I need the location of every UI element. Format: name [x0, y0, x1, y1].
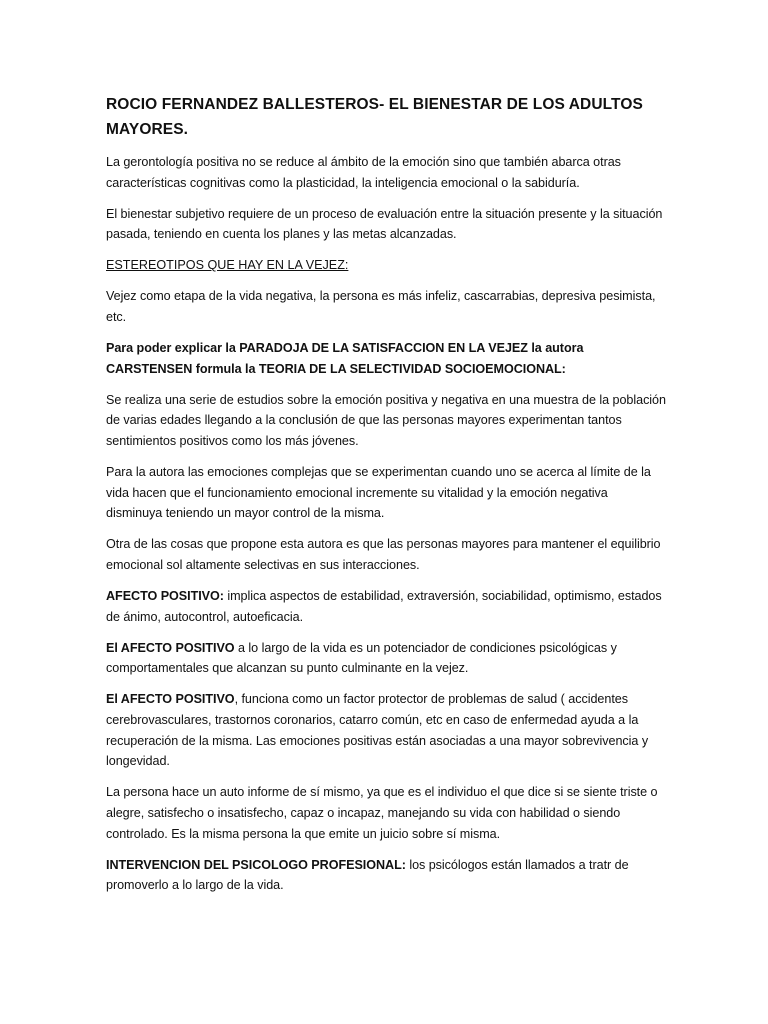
paragraph-intervencion: [106, 855, 666, 896]
paragraph-afecto-potenciador: [106, 638, 666, 679]
afecto-potenciador-label: El AFECTO POSITIVO: [106, 640, 235, 655]
afecto-protector-label: El AFECTO POSITIVO: [106, 692, 235, 707]
document-body: [106, 92, 666, 906]
paragraph-equilibrio-emocional: Otra de las cosas que propone esta autora es que las personas mayores para mantener el equilibrio emocional sol altamente selectivas en sus interacciones.: [106, 537, 661, 572]
afecto-potenciador-text: a lo largo de la vida es un potenciador de condiciones psicológicas y comportamentales que alcanzan su punto culminante en la vejez.: [106, 640, 617, 676]
intervencion-text: los psicólogos están llamados a tratr de promoverlo a lo largo de la vida.: [106, 857, 629, 893]
document-title: ROCIO FERNANDEZ BALLESTEROS- EL BIENESTAR DE LOS ADULTOS MAYORES.: [106, 96, 643, 138]
paragraph-auto-informe: La persona hace un auto informe de sí mismo, ya que es el individuo el que dice si se siente triste o alegre, satisfecho o insatisfecho, capaz o incapaz, manejando su vida con habilidad o siendo controlado. Es la misma persona la que emite un juicio sobre sí misma.: [106, 785, 658, 841]
paragraph-emociones-complejas: Para la autora las emociones complejas que se experimentan cuando uno se acerca al límite de la vida hacen que el funcionamiento emocional incremente su vitalidad y la emoción negativa disminuya teniendo un mayor control de la misma.: [106, 465, 651, 521]
paragraph-paradoja: [106, 338, 666, 379]
afecto-positivo-text: implica aspectos de estabilidad, extraversión, sociabilidad, optimismo, estados de ánimo, autocontrol, autoeficacia.: [106, 589, 662, 624]
afecto-positivo-label: AFECTO POSITIVO:: [106, 589, 224, 604]
heading-estereotipos: ESTEREOTIPOS QUE HAY EN LA VEJEZ:: [106, 258, 349, 273]
afecto-protector-text: , funciona como un factor protector de problemas de salud ( accidentes cerebrovasculares, trastornos coronarios, catarro común, etc en caso de enfermedad ayuda a la recuperación de la misma. Las emociones positivas están asociadas a una mayor sobrevivencia y longevidad.: [106, 692, 649, 769]
paragraph-vejez-negativa: Vejez como etapa de la vida negativa, la persona es más infeliz, cascarrabias, depresiva pesimista, etc.: [106, 289, 656, 325]
paragraph-afecto-positivo-def: [106, 586, 666, 627]
paragraph-bienestar-subjetivo: El bienestar subjetivo requiere de un proceso de evaluación entre la situación presente y la situación pasada, teniendo en cuenta los planes y las metas alcanzadas.: [106, 206, 663, 242]
paragraph-afecto-protector: [106, 689, 666, 771]
paradoja-bold-text: Para poder explicar la PARADOJA DE LA SATISFACCION EN LA VEJEZ la autora CARSTENSEN formula la TEORIA DE LA SELECTIVIDAD SOCIOEMOCIONAL:: [106, 341, 584, 376]
intervencion-label: INTERVENCION DEL PSICOLOGO PROFESIONAL:: [106, 857, 406, 872]
paragraph-estudios: Se realiza una serie de estudios sobre la emoción positiva y negativa en una muestra de la población de varias edades llegando a la conclusión de que las personas mayores experimentan tantos sentimientos positivos como los más jóvenes.: [106, 392, 666, 449]
paragraph-gerontologia: La gerontología positiva no se reduce al ámbito de la emoción sino que también abarca otras características cognitivas como la plasticidad, la inteligencia emocional o la sabiduría.: [106, 155, 621, 190]
